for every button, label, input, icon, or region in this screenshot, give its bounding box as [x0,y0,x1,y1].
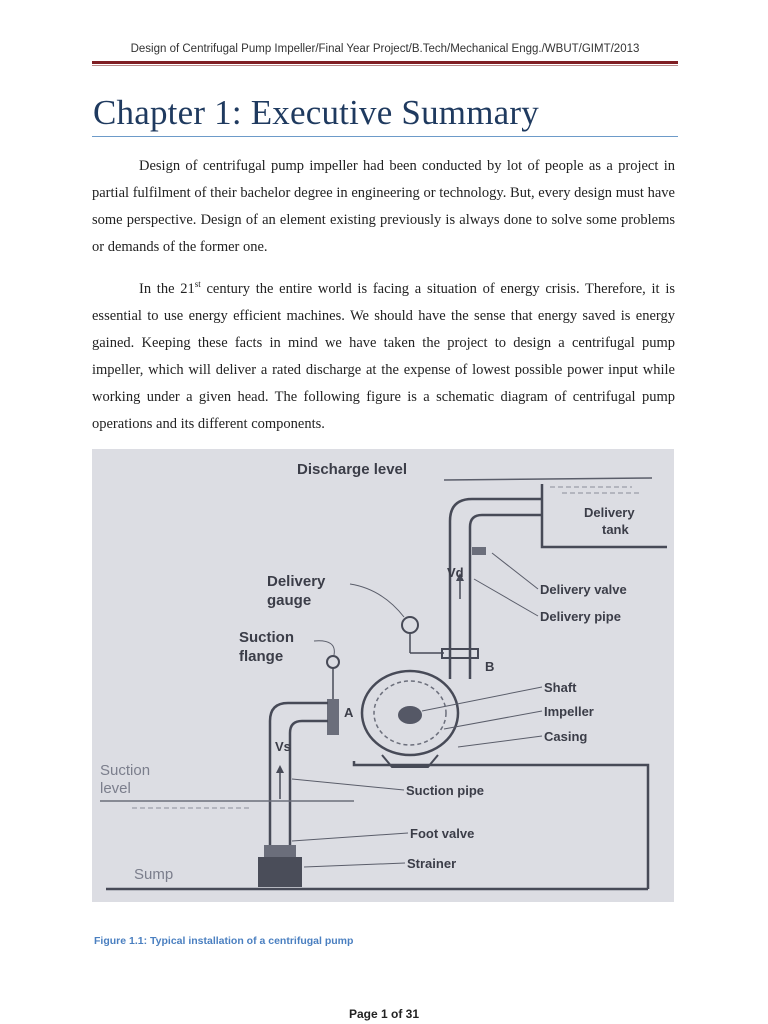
page-number: Page 1 of 31 [348,1007,420,1021]
strainer [258,857,302,887]
title-rule [92,136,678,137]
label-shaft: Shaft [544,680,577,695]
label-b: B [485,659,495,674]
figure-caption: Figure 1.1: Typical installation of a centrifugal pump [94,935,354,947]
suction-gauge-dial [327,656,339,668]
header-rule-thin [92,65,678,66]
label-delivery-valve: Delivery valve [540,582,627,597]
label-discharge-level: Discharge level [297,461,408,478]
label-suction-flange-2: flange [239,648,284,665]
paragraph-2-start: In the 21 [139,280,195,297]
superscript-st: st [194,279,201,289]
label-casing: Casing [544,729,588,744]
foot-valve [264,845,296,857]
foundation [354,761,648,889]
suction-flow-arrowhead [276,765,284,773]
paragraph-1: Design of centrifugal pump impeller had been conducted by lot of people as a project in partial fulfilment of their bachelor degree in engineering or technology. But, every design must have some perspective. Design of an element existing previously is always done to solve some problems or demands of the former one. [92,158,675,255]
delivery-pipe-outer [450,499,542,679]
pump-diagram-figure [92,449,674,902]
discharge-level-line [444,478,652,480]
leader-delivery-valve [492,553,538,589]
suction-flange-a [327,699,339,735]
label-vd: Vd [447,565,464,580]
leader-casing [458,736,542,747]
shaft [398,706,422,724]
label-strainer: Strainer [407,856,457,871]
label-sump: Sump [134,866,174,883]
paragraph-2-rest: century the entire world is facing a situation of energy crisis. Therefore, it is essential to use energy efficient machines. We should have the sense that energy saved is energy gained. Keeping these facts in mind we have taken the project to design a centrifugal pump impeller, which will deliver a rated discharge at the expense of lowest possible power input while working under a given head. The following figure is a schematic diagram of centrifugal pump operations and its different components. [92,280,675,432]
label-delivery-tank-1: Delivery [584,505,635,520]
label-vs: Vs [275,739,291,754]
delivery-valve [472,547,486,555]
label-suction-pipe: Suction pipe [406,783,484,798]
leader-suction-pipe [292,779,404,790]
leader-foot-valve [292,833,408,841]
chapter-title: Chapter 1: Executive Summary [93,93,539,132]
label-delivery-tank-2: tank [602,522,629,537]
label-suction-level-2: level [100,780,131,797]
flange-b [442,649,478,658]
label-suction-flange-1: Suction [239,629,294,646]
leader-strainer [304,863,405,867]
label-delivery-gauge-1: Delivery [267,573,326,590]
leader-shaft [422,687,542,711]
label-a: A [344,705,354,720]
label-foot-valve: Foot valve [410,826,475,841]
delivery-gauge-dial [402,617,418,633]
label-suction-level-1: Suction [100,762,151,779]
suction-pipe-inner [290,721,328,857]
header-rule [92,61,678,64]
label-delivery-pipe: Delivery pipe [540,609,621,624]
leader-delivery-gauge [350,584,404,617]
pump-diagram [92,449,674,902]
leader-suction-flange [314,641,334,655]
leader-delivery-pipe [474,579,538,616]
label-impeller: Impeller [544,704,594,719]
label-delivery-gauge-2: gauge [267,592,312,609]
running-header: Design of Centrifugal Pump Impeller/Final Year Project/B.Tech/Mechanical Engg./WBUT/GIMT/2013 [130,43,640,55]
paragraph-2 [92,271,675,438]
